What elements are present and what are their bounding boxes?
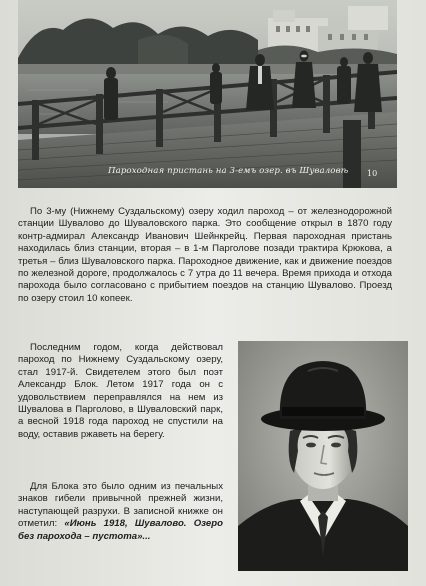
- photo-caption: Пароходная пристань на 3-емъ озер. въ Шуваловѣ: [108, 166, 349, 176]
- blok-notebook-quote: «Июнь 1918, Шувалово. Озеро без парохода – пустота»...: [18, 518, 223, 542]
- portrait-photograph: [238, 341, 408, 571]
- paragraph-steamboat-history: По 3-му (Нижнему Суздальскому) озеру ходил пароход – от железнодорожной станции Шувалово до Шуваловского парка. Это сообщение открыл в 1870 году контр-адмирал Александр Иванович Шейнкрейц. Первая пароходная пристань находилась близ станции, вторая – в 1-м Парголове позади трактира Крюкова, а третья – близ Шуваловского парка. Пароходное движение, как и движение поездов по железной дороге, продолжалось с 7 утра до 11 вечера. Время прихода и отхода парохода было согласовано с прибытием поездов на станцию Шувалово. Проезд по озеру стоил 10 копеек.: [18, 206, 392, 304]
- pier-photograph: [18, 0, 397, 188]
- paragraph-last-year: Последним годом, когда действовал пароход по Нижнему Суздальскому озеру, стал 1917-й. Свидетелем этого был поэт Александр Блок. Летом 1917 года он с удовольствием переправлялся на нем из Шувалова в Парголово, в Шуваловский парк, а весной 1918 года пароход не спустили на воду, оставив ржаветь на берегу.: [18, 342, 223, 440]
- blok-notebook-lead: Для Блока это было одним из печальных знаков гибели привычной прежней жизни, наступающей разрухи. В записной книжке он отметил:: [18, 481, 223, 530]
- pier-photo-drawing: [18, 0, 397, 188]
- portrait-drawing: [238, 341, 408, 571]
- photo-number: 10: [367, 169, 378, 178]
- paragraph-blok-notebook: [18, 481, 223, 543]
